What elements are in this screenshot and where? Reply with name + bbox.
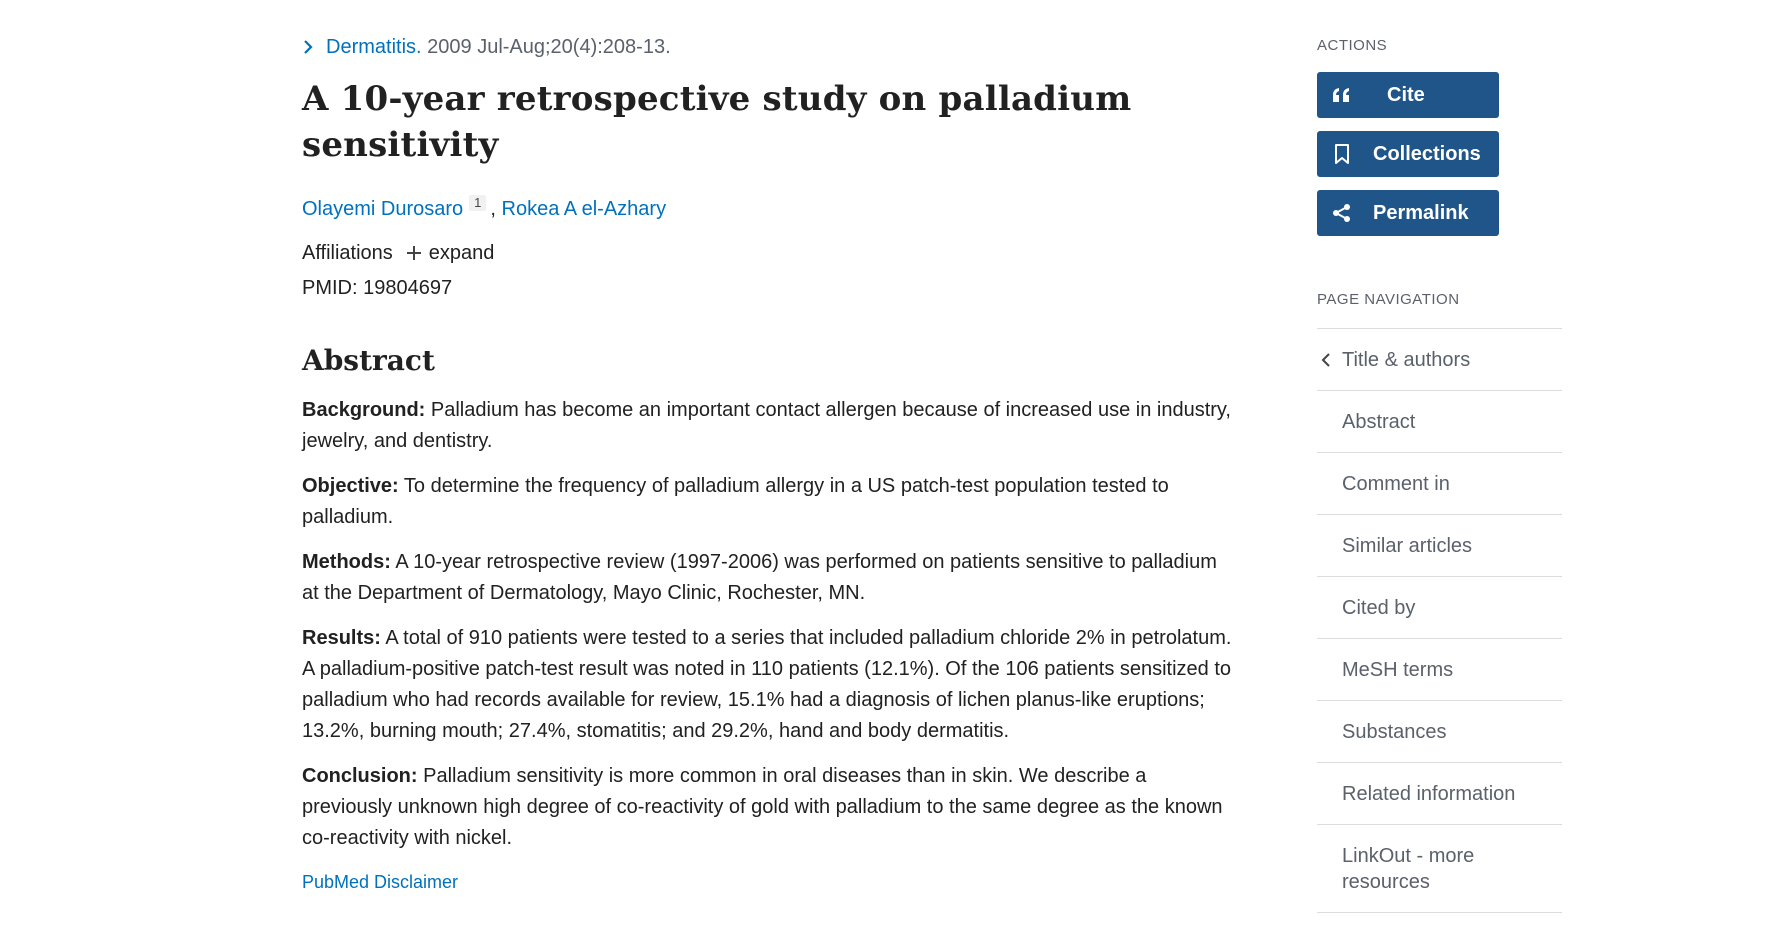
collections-button[interactable]	[1317, 131, 1499, 177]
plus-icon	[405, 244, 423, 262]
section-text: A 10-year retrospective review (1997-2006) was performed on patients sensitive to palladium at the Department of Dermatology, Mayo Clinic, Rochester, MN.	[302, 551, 1217, 604]
section-text: Palladium has become an important contact allergen because of increased use in industry, jewelry, and dentistry.	[302, 399, 1231, 452]
abstract-objective	[302, 471, 1232, 533]
actions-heading: ACTIONS	[1317, 37, 1388, 54]
article-title-line2: sensitivity	[302, 125, 499, 165]
permalink-button[interactable]	[1317, 190, 1499, 236]
affiliations-row	[302, 238, 1232, 268]
nav-item-related-information[interactable]	[1317, 763, 1562, 825]
bookmark-icon	[1331, 143, 1353, 165]
author-link[interactable]: Olayemi Durosaro	[302, 198, 464, 220]
abstract-heading: Abstract	[302, 344, 435, 377]
abstract-body	[302, 395, 1232, 854]
nav-item-substances[interactable]	[1317, 701, 1562, 763]
share-icon	[1331, 202, 1353, 224]
cite-label: Cite	[1387, 83, 1425, 106]
expand-label: expand	[428, 242, 495, 264]
page-navigation-heading: PAGE NAVIGATION	[1317, 291, 1460, 308]
nav-item-linkout[interactable]	[1317, 825, 1562, 913]
quote-icon	[1331, 84, 1353, 106]
affiliation-ref[interactable]: 1	[469, 195, 486, 211]
section-label: Methods:	[302, 551, 391, 573]
nav-item-abstract[interactable]	[1317, 391, 1562, 453]
nav-item-label: Related information	[1342, 782, 1516, 805]
nav-item-label: Similar articles	[1342, 534, 1473, 557]
nav-item-label: Abstract	[1342, 410, 1416, 433]
section-text: Palladium sensitivity is more common in oral diseases than in skin. We describe a previously unknown high degree of co-reactivity of gold with palladium to the same degree as the known co-reactivity with nickel.	[302, 765, 1223, 849]
section-label: Results:	[302, 627, 381, 649]
section-label: Conclusion:	[302, 765, 418, 787]
author-link[interactable]: Rokea A el-Azhary	[501, 198, 667, 220]
citation-line	[302, 30, 1232, 64]
chevron-right-icon[interactable]	[302, 36, 318, 58]
article-title-line1: A 10-year retrospective study on palladium	[302, 79, 1132, 119]
cite-button[interactable]	[1317, 72, 1499, 118]
nav-item-cited-by[interactable]	[1317, 577, 1562, 639]
nav-item-label: LinkOut - more resources	[1342, 844, 1475, 893]
nav-item-mesh-terms[interactable]	[1317, 639, 1562, 701]
nav-item-label: Title & authors	[1342, 348, 1471, 371]
affiliations-label: Affiliations	[302, 242, 393, 264]
sidebar	[1317, 36, 1562, 913]
actions-group	[1317, 72, 1562, 236]
nav-item-label: MeSH terms	[1342, 658, 1454, 681]
section-label: Objective:	[302, 475, 399, 497]
journal-link[interactable]: Dermatitis.	[326, 36, 422, 58]
section-text: A total of 910 patients were tested to a series that included palladium chloride 2% in petrolatum. A palladium-positive patch-test result was noted in 110 patients (12.1%). Of the 106 patients sensitized to palladium who had records available for review, 15.1% had a diagnosis of lichen planus-like eruptions; 13.2%, burning mouth; 27.4%, stomatitis; and 29.2%, hand and body dermatitis.	[302, 627, 1232, 742]
chevron-left-icon	[1319, 350, 1333, 370]
nav-item-label: Substances	[1342, 720, 1447, 743]
page-navigation-list	[1317, 328, 1562, 913]
nav-item-title-authors[interactable]	[1317, 329, 1562, 391]
section-text: To determine the frequency of palladium allergy in a US patch-test population tested to palladium.	[302, 475, 1169, 528]
abstract-background	[302, 395, 1232, 457]
collections-label: Collections	[1373, 142, 1481, 165]
article-main	[302, 30, 1232, 896]
article-title	[302, 76, 1232, 168]
affiliations-expand-button[interactable]	[405, 238, 495, 268]
permalink-label: Permalink	[1373, 201, 1469, 224]
pmid: PMID: 19804697	[302, 277, 453, 299]
abstract-conclusion	[302, 761, 1232, 854]
nav-item-label: Comment in	[1342, 472, 1450, 495]
citation-details: 2009 Jul-Aug;20(4):208-13.	[427, 36, 671, 58]
nav-item-comment-in[interactable]	[1317, 453, 1562, 515]
abstract-methods	[302, 547, 1232, 609]
pubmed-disclaimer-link[interactable]: PubMed Disclaimer	[302, 872, 459, 892]
abstract-results	[302, 623, 1232, 747]
nav-item-label: Cited by	[1342, 596, 1416, 619]
section-label: Background:	[302, 399, 426, 421]
nav-item-similar-articles[interactable]	[1317, 515, 1562, 577]
authors-list: Olayemi Durosaro $^1$ , Rokea A el-Azhary	[302, 195, 667, 220]
